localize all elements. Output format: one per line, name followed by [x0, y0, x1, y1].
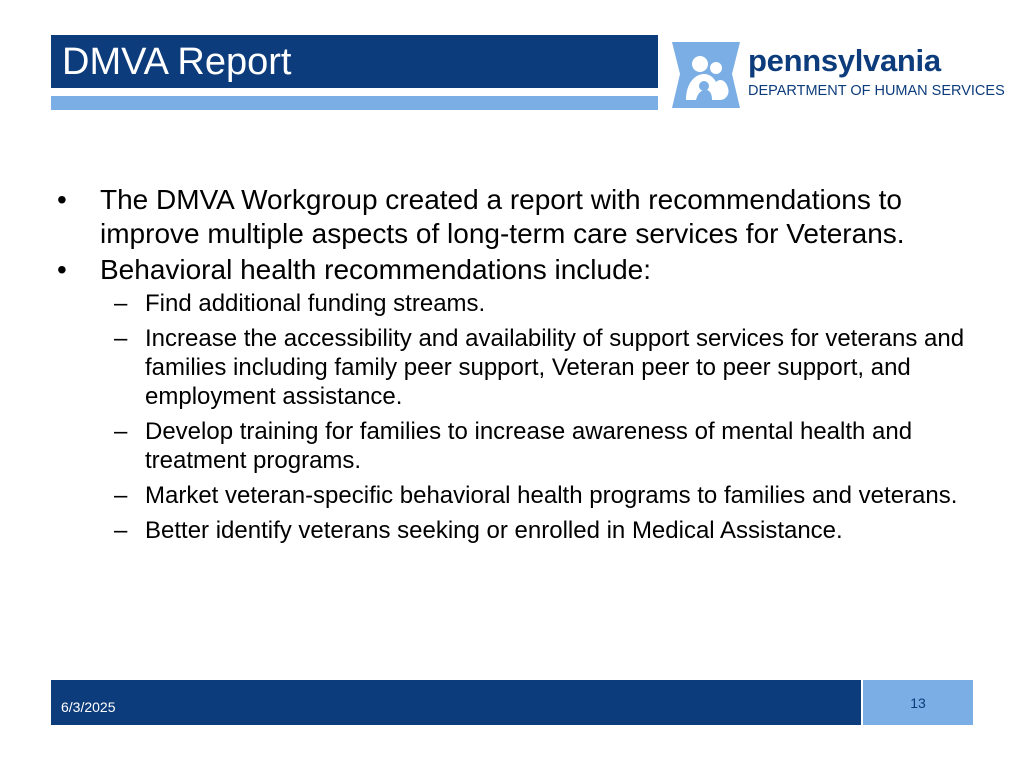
- sub-bullet-item: [100, 417, 975, 475]
- footer-bar: [51, 680, 861, 725]
- bullet-text: Behavioral health recommendations include:: [100, 254, 651, 285]
- sub-bullet-marker: –: [114, 482, 128, 509]
- sub-bullet-text: Increase the accessibility and availability of support services for veterans and families including family peer support, Veteran peer to peer support, and employment assistance.: [145, 325, 965, 410]
- bullet-item: [55, 253, 975, 545]
- keystone-family-icon: [670, 38, 742, 110]
- logo-department: DEPARTMENT OF HUMAN SERVICES: [748, 83, 1005, 99]
- sub-bullet-text: Market veteran-specific behavioral health programs to families and veterans.: [145, 482, 958, 509]
- sub-bullet-marker: –: [114, 517, 128, 544]
- sub-bullet-text: Develop training for families to increase awareness of mental health and treatment programs.: [145, 418, 913, 474]
- slide-title: DMVA Report: [62, 41, 292, 83]
- sub-bullet-list: [100, 289, 975, 545]
- bullet-marker: •: [57, 184, 67, 215]
- bullet-marker: •: [57, 254, 67, 285]
- footer-date: 6/3/2025: [61, 699, 116, 715]
- sub-bullet-text: Better identify veterans seeking or enrolled in Medical Assistance.: [145, 517, 843, 544]
- bullet-list: [55, 183, 975, 551]
- sub-bullet-text: Find additional funding streams.: [145, 290, 486, 317]
- page-number: 13: [910, 695, 926, 711]
- sub-bullet-item: [100, 516, 975, 545]
- title-accent-stripe: [51, 96, 658, 110]
- sub-bullet-marker: –: [114, 325, 128, 352]
- sub-bullet-item: [100, 481, 975, 510]
- sub-bullet-marker: –: [114, 290, 128, 317]
- sub-bullet-item: [100, 324, 975, 411]
- pennsylvania-dhs-logo: [670, 38, 1005, 110]
- logo-wordmark: pennsylvania: [748, 43, 941, 78]
- bullet-item: [55, 183, 975, 251]
- bullet-text: The DMVA Workgroup created a report with recommendations to improve multiple aspects of long-term care services for Veterans.: [100, 184, 905, 249]
- sub-bullet-item: [100, 289, 975, 318]
- sub-bullet-marker: –: [114, 418, 128, 445]
